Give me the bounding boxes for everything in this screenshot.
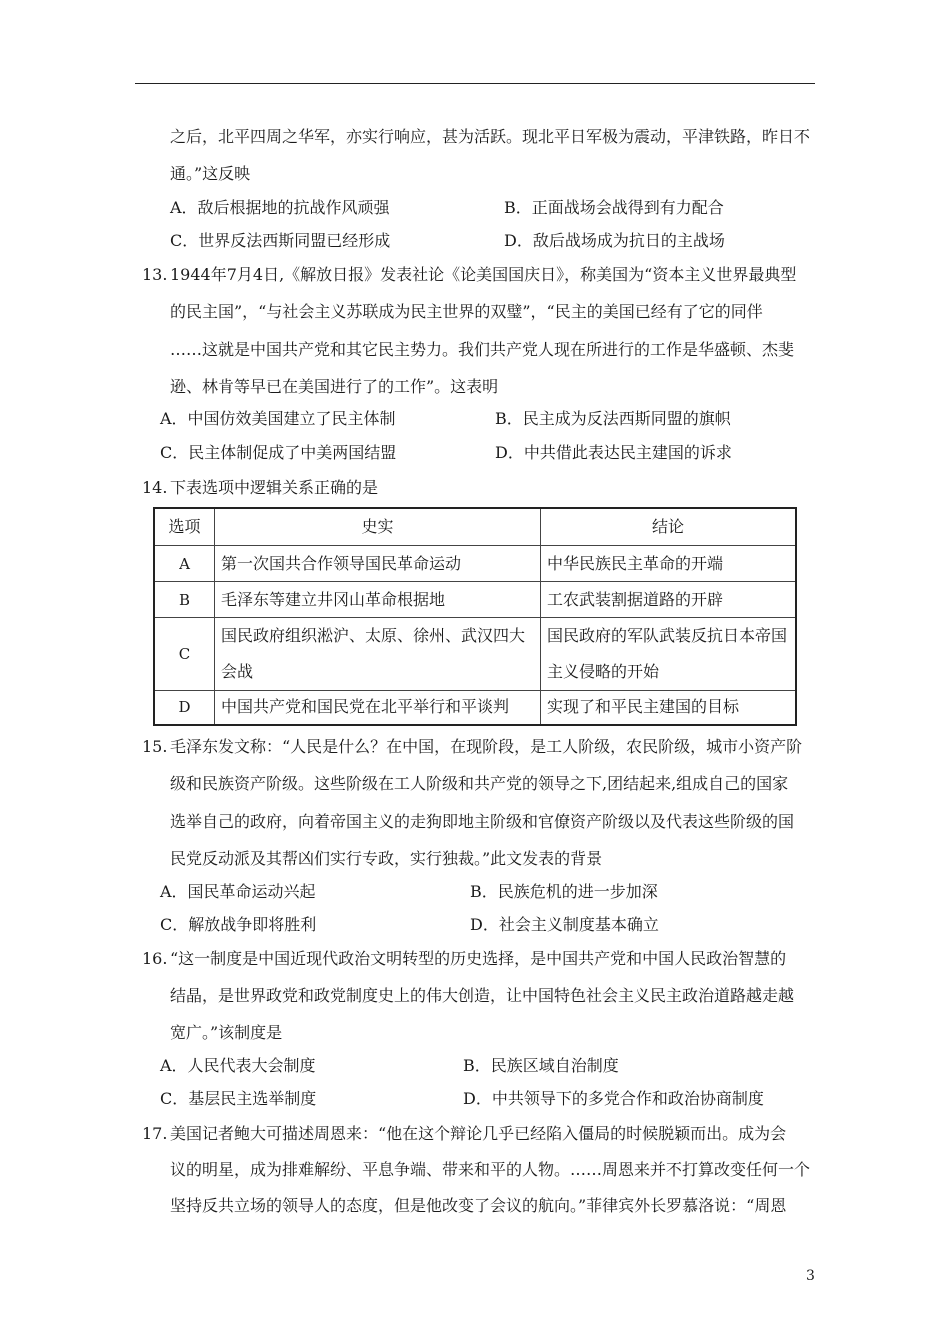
row-option: C <box>154 618 215 691</box>
row-conclusion: 中华民族民主革命的开端 <box>541 546 797 582</box>
q17-line-3: 坚持反共立场的领导人的态度，但是他改变了会议的航向。”菲律宾外长罗慕洛说：“周恩 <box>170 1196 787 1215</box>
q13-option-b: B．民主成为反法西斯同盟的旗帜 <box>495 409 731 428</box>
q14-table <box>153 507 797 726</box>
row-fact: 第一次国共合作领导国民革命运动 <box>215 546 541 582</box>
table-row <box>154 582 796 618</box>
row-option: D <box>154 691 215 725</box>
header-option: 选项 <box>154 508 215 546</box>
q16-line-1: “这一制度是中国近现代政治文明转型的历史选择，是中国共产党和中国人民政治智慧的 <box>170 949 787 968</box>
q15-option-d: D．社会主义制度基本确立 <box>470 915 659 934</box>
q15-option-a: A．国民革命运动兴起 <box>160 882 316 901</box>
q15-line-4: 民党反动派及其帮凶们实行专政，实行独裁。”此文发表的背景 <box>170 849 603 868</box>
q15-line-3: 选举自己的政府，向着帝国主义的走狗即地主阶级和官僚资产阶级以及代表这些阶级的国 <box>170 812 795 831</box>
q13-number: 13. <box>142 265 168 284</box>
q16-number: 16. <box>142 949 168 968</box>
q16-option-d: D．中共领导下的多党合作和政治协商制度 <box>463 1089 764 1108</box>
header-conclusion: 结论 <box>541 508 797 546</box>
q13-line-3: ……这就是中国共产党和其它民主势力。我们共产党人现在所进行的工作是华盛顿、杰斐 <box>170 340 795 359</box>
q13-option-a: A．中国仿效美国建立了民主体制 <box>160 409 396 428</box>
row-fact: 国民政府组织淞沪、太原、徐州、武汉四大会战 <box>215 618 541 691</box>
q14-number: 14. <box>142 478 168 497</box>
row-option: B <box>154 582 215 618</box>
row-conclusion: 工农武装割据道路的开辟 <box>541 582 797 618</box>
header-fact: 史实 <box>215 508 541 546</box>
q17-line-2: 议的明星，成为排难解纷、平息争端、带来和平的人物。……周恩来并不打算改变任何一个 <box>170 1160 811 1179</box>
q12-option-c: C．世界反法西斯同盟已经形成 <box>170 231 391 250</box>
q12-option-a: A．敌后根据地的抗战作风顽强 <box>170 198 390 217</box>
q13-option-c: C．民主体制促成了中美两国结盟 <box>160 443 397 462</box>
q15-option-b: B．民族危机的进一步加深 <box>470 882 658 901</box>
q13-line-1: 1944年7月4日,《解放日报》发表社论《论美国国庆日》，称美国为“资本主义世界最典型 <box>170 265 797 284</box>
row-conclusion: 实现了和平民主建国的目标 <box>541 691 797 725</box>
q13-option-d: D．中共借此表达民主建国的诉求 <box>495 443 732 462</box>
q16-option-b: B．民族区域自治制度 <box>463 1056 619 1075</box>
q14-stem: 下表选项中逻辑关系正确的是 <box>170 478 379 497</box>
q16-option-a: A．人民代表大会制度 <box>160 1056 316 1075</box>
q16-line-3: 宽广。”该制度是 <box>170 1023 283 1042</box>
row-option: A <box>154 546 215 582</box>
q17-line-1: 美国记者鲍大可描述周恩来：“他在这个辩论几乎已经陷入僵局的时候脱颖而出。成为会 <box>170 1124 787 1143</box>
table-row <box>154 546 796 582</box>
row-fact: 中国共产党和国民党在北平举行和平谈判 <box>215 691 541 725</box>
table-row <box>154 618 796 691</box>
q16-line-2: 结晶，是世界政党和政党制度史上的伟大创造，让中国特色社会主义民主政治道路越走越 <box>170 986 795 1005</box>
row-conclusion: 国民政府的军队武装反抗日本帝国主义侵略的开始 <box>541 618 797 691</box>
q12-line-1: 之后，北平四周之华军，亦实行响应，甚为活跃。现北平日军极为震动，平津铁路，昨日不 <box>170 127 811 146</box>
q12-option-d: D．敌后战场成为抗日的主战场 <box>504 231 725 250</box>
q13-line-2: 的民主国”，“与社会主义苏联成为民主世界的双璧”，“民主的美国已经有了它的同伴 <box>170 302 763 321</box>
table-row <box>154 691 796 725</box>
q12-line-2: 通。”这反映 <box>170 164 251 183</box>
row-fact: 毛泽东等建立井冈山革命根据地 <box>215 582 541 618</box>
q15-option-c: C．解放战争即将胜利 <box>160 915 317 934</box>
q15-number: 15. <box>142 737 168 756</box>
q17-number: 17. <box>142 1124 168 1143</box>
page-number: 3 <box>806 1268 815 1284</box>
header-rule <box>135 83 815 84</box>
q13-line-4: 逊、林肯等早已在美国进行了的工作”。这表明 <box>170 377 499 396</box>
q12-option-b: B．正面战场会战得到有力配合 <box>504 198 724 217</box>
q15-line-2: 级和民族资产阶级。这些阶级在工人阶级和共产党的领导之下,团结起来,组成自己的国家 <box>170 774 789 793</box>
q15-line-1: 毛泽东发文称：“人民是什么？在中国，在现阶段，是工人阶级，农民阶级，城市小资产阶 <box>170 737 803 756</box>
table-header-row <box>154 508 796 546</box>
q16-option-c: C．基层民主选举制度 <box>160 1089 317 1108</box>
